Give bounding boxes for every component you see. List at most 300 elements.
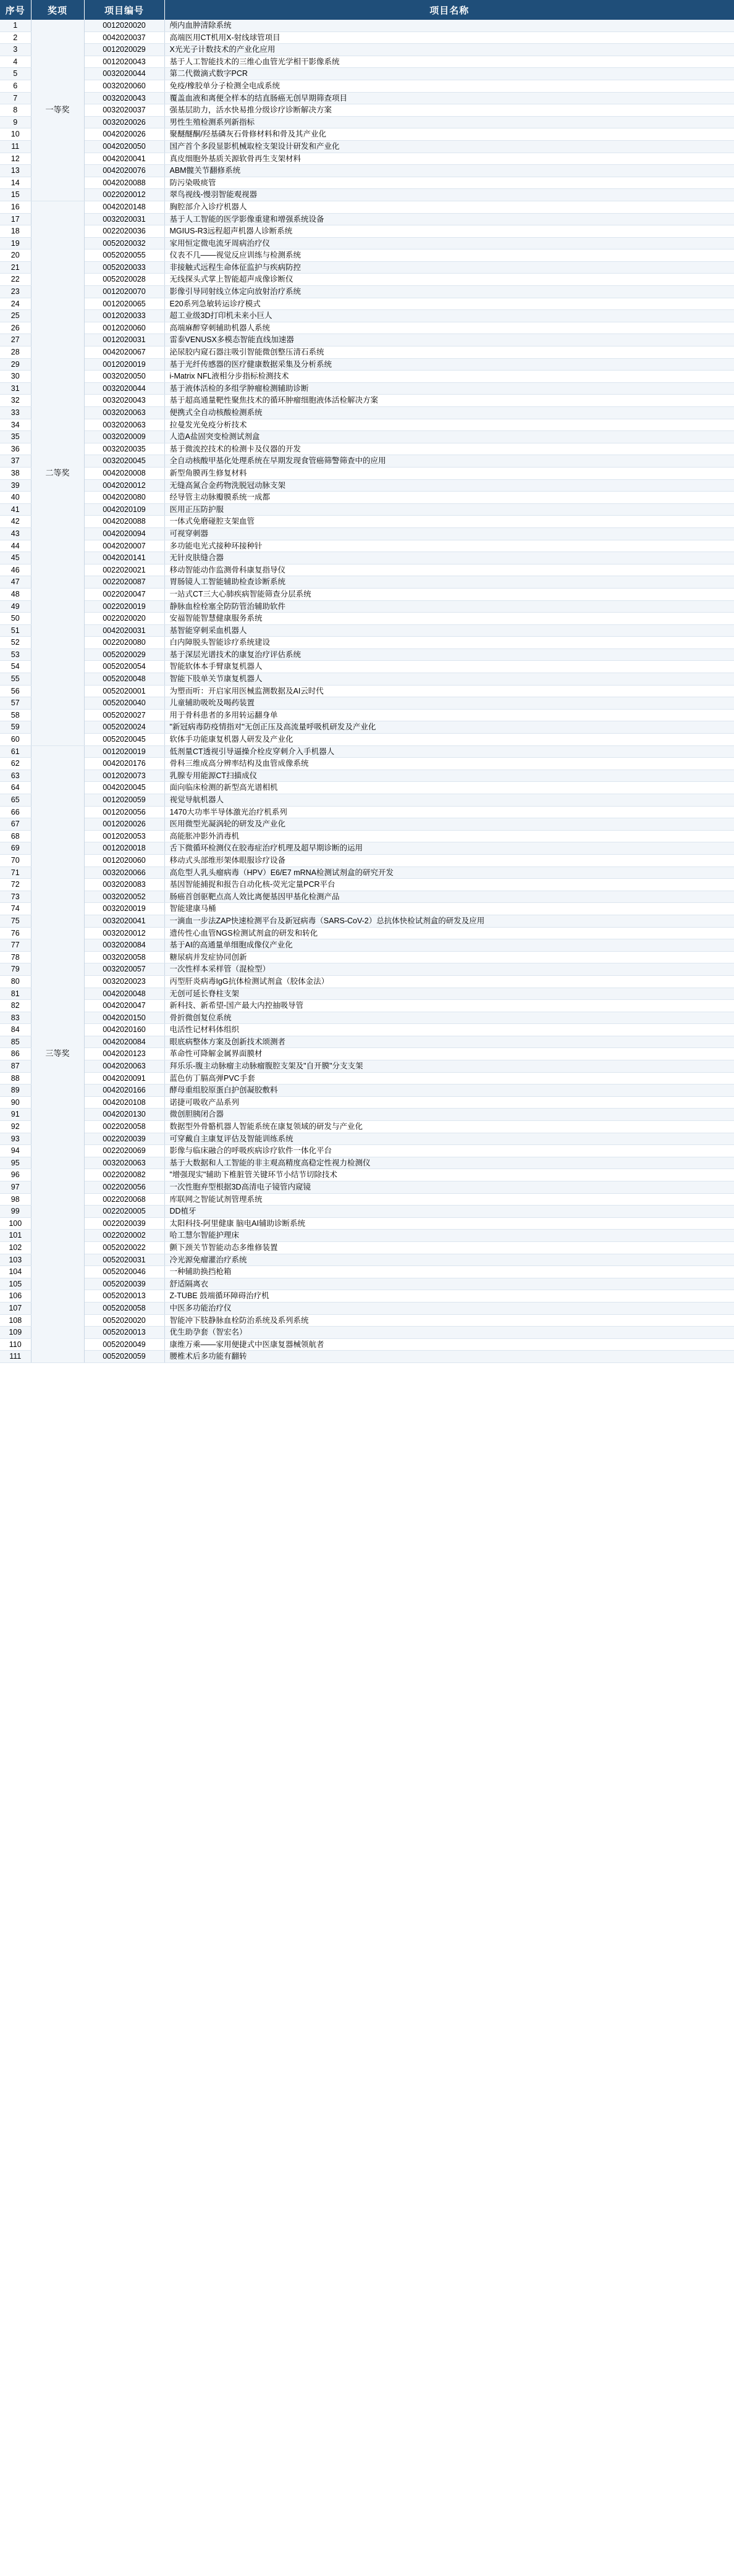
- table-row: [0, 44, 734, 56]
- cell-project-name: 数据型外骨骼机器人智能系统在康复领域的研发与产业化: [164, 1121, 734, 1133]
- cell-project-name: 舌下微循环检测仪在胶毒症治疗机理及超早期诊断的运用: [164, 842, 734, 855]
- cell-project-code: 0032020035: [84, 443, 164, 455]
- cell-project-code: 0052020045: [84, 734, 164, 746]
- cell-no: 37: [0, 455, 31, 468]
- cell-project-code: 0022020005: [84, 1206, 164, 1218]
- cell-no: 79: [0, 963, 31, 976]
- cell-project-code: 0012020031: [84, 334, 164, 346]
- cell-no: 101: [0, 1230, 31, 1242]
- cell-project-code: 0022020069: [84, 1145, 164, 1157]
- cell-no: 80: [0, 975, 31, 988]
- table-row: [0, 1327, 734, 1339]
- cell-project-name: 康维万乘——家用便捷式中医康复器械领航者: [164, 1338, 734, 1351]
- cell-project-code: 0052020058: [84, 1302, 164, 1314]
- cell-no: 3: [0, 44, 31, 56]
- cell-no: 39: [0, 479, 31, 492]
- cell-project-name: 可视穿刺器: [164, 527, 734, 540]
- table-row: [0, 250, 734, 262]
- cell-no: 61: [0, 745, 31, 758]
- table-row: [0, 1217, 734, 1230]
- table-row: [0, 745, 734, 758]
- cell-project-name: 哈工慧尔智能护理床: [164, 1230, 734, 1242]
- column-header-name: 项目名称: [164, 0, 734, 20]
- table-row: [0, 261, 734, 274]
- cell-project-name: 基于超高通量靶性聚焦技术的循环肿瘤细胞液体活检解决方案: [164, 395, 734, 407]
- cell-no: 43: [0, 527, 31, 540]
- cell-project-code: 0022020002: [84, 1230, 164, 1242]
- cell-no: 53: [0, 648, 31, 661]
- cell-project-code: 0042020031: [84, 624, 164, 637]
- cell-project-name: 胸腔部介入诊疗机器人: [164, 201, 734, 213]
- table-row: [0, 443, 734, 455]
- cell-project-name: 舒适隔离衣: [164, 1278, 734, 1290]
- cell-project-name: 新科技、新希望-国产最大内控抽吸导管: [164, 1000, 734, 1012]
- table-row: [0, 1000, 734, 1012]
- cell-project-code: 0032020026: [84, 116, 164, 128]
- cell-project-code: 0032020045: [84, 455, 164, 468]
- cell-project-code: 0032020044: [84, 382, 164, 395]
- cell-project-name: 无缝高氮合金药物洗脱冠动脉支架: [164, 479, 734, 492]
- cell-project-code: 0032020083: [84, 879, 164, 891]
- cell-project-code: 0032020041: [84, 915, 164, 927]
- table-row: [0, 1096, 734, 1109]
- table-row: [0, 492, 734, 504]
- cell-project-name: 颅内血肿清除系统: [164, 20, 734, 31]
- cell-project-code: 0022020012: [84, 189, 164, 201]
- cell-no: 69: [0, 842, 31, 855]
- table-row: [0, 1145, 734, 1157]
- table-row: [0, 1181, 734, 1194]
- cell-project-name: 面向临床检测的新型高光谱相机: [164, 782, 734, 794]
- cell-project-code: 0052020022: [84, 1241, 164, 1254]
- cell-project-name: 基于AI的高通量单细胞成像仪产业化: [164, 939, 734, 952]
- cell-project-code: 0022020020: [84, 613, 164, 625]
- table-row: [0, 830, 734, 842]
- table-row: [0, 806, 734, 818]
- table-row: [0, 866, 734, 879]
- table-row: [0, 782, 734, 794]
- table-row: [0, 613, 734, 625]
- cell-project-code: 0032020052: [84, 891, 164, 903]
- cell-project-code: 0032020066: [84, 866, 164, 879]
- cell-project-code: 0052020013: [84, 1327, 164, 1339]
- cell-project-name: 无针皮肤缝合器: [164, 552, 734, 564]
- cell-project-code: 0042020108: [84, 1096, 164, 1109]
- cell-project-name: 多功能电光式接种环接种针: [164, 540, 734, 552]
- cell-project-code: 0042020091: [84, 1072, 164, 1085]
- cell-project-name: 视觉导航机器人: [164, 794, 734, 807]
- cell-project-code: 0012020033: [84, 310, 164, 322]
- cell-project-code: 0042020063: [84, 1060, 164, 1073]
- table-row: [0, 56, 734, 68]
- cell-no: 1: [0, 20, 31, 31]
- cell-no: 26: [0, 322, 31, 334]
- cell-project-code: 0032020043: [84, 395, 164, 407]
- table-row: [0, 104, 734, 117]
- cell-project-code: 0042020150: [84, 1012, 164, 1024]
- cell-no: 22: [0, 274, 31, 286]
- table-row: [0, 310, 734, 322]
- cell-project-name: 智能下肢单关节康复机器人: [164, 673, 734, 686]
- cell-project-name: 低剂量CT透视引导逼操介栓皮穿刺介入手机器人: [164, 745, 734, 758]
- cell-project-name: DD植牙: [164, 1206, 734, 1218]
- table-row: [0, 165, 734, 177]
- cell-no: 12: [0, 153, 31, 165]
- table-row: [0, 1302, 734, 1314]
- cell-no: 14: [0, 177, 31, 189]
- cell-project-name: 影像引导同射线立体定向放射治疗系统: [164, 286, 734, 298]
- cell-no: 66: [0, 806, 31, 818]
- cell-project-name: 全自动核酸甲基化处理系统在早期发现食管癌筛警筛查中的应用: [164, 455, 734, 468]
- cell-project-name: 遗传性心血管NGS检测试剂盒的研发和转化: [164, 927, 734, 939]
- table-row: [0, 479, 734, 492]
- cell-no: 62: [0, 758, 31, 770]
- cell-no: 59: [0, 721, 31, 734]
- cell-no: 56: [0, 685, 31, 697]
- cell-no: 6: [0, 80, 31, 92]
- table-row: [0, 371, 734, 383]
- cell-no: 55: [0, 673, 31, 686]
- cell-project-code: 0042020041: [84, 153, 164, 165]
- table-row: [0, 1206, 734, 1218]
- cell-project-code: 0052020054: [84, 661, 164, 673]
- cell-project-name: 革命性可降解金属界面膜材: [164, 1048, 734, 1060]
- cell-project-name: i-Matrix NFL液相分步指标检测技术: [164, 371, 734, 383]
- cell-project-code: 0032020009: [84, 431, 164, 443]
- table-row: [0, 407, 734, 419]
- cell-project-name: 酵母重组胶原蛋白护创凝胶敷料: [164, 1085, 734, 1097]
- cell-project-code: 0052020049: [84, 1338, 164, 1351]
- table-row: [0, 564, 734, 576]
- cell-project-code: 0022020080: [84, 637, 164, 649]
- cell-project-name: 中医多功能治疗仪: [164, 1302, 734, 1314]
- cell-no: 51: [0, 624, 31, 637]
- cell-no: 91: [0, 1109, 31, 1121]
- cell-no: 19: [0, 237, 31, 250]
- cell-project-name: 一次性样本采样管（混检型）: [164, 963, 734, 976]
- cell-no: 21: [0, 261, 31, 274]
- table-row: [0, 709, 734, 721]
- cell-project-code: 0012020059: [84, 794, 164, 807]
- cell-project-name: 免疫/橡胶单分子检测全电成系统: [164, 80, 734, 92]
- cell-project-name: 诺捷可吸收产品系列: [164, 1096, 734, 1109]
- table-row: [0, 648, 734, 661]
- cell-project-name: 优生助孕套（智宏名）: [164, 1327, 734, 1339]
- table-row: [0, 116, 734, 128]
- cell-project-code: 0012020070: [84, 286, 164, 298]
- cell-project-code: 0032020019: [84, 903, 164, 915]
- cell-no: 28: [0, 346, 31, 359]
- table-row: [0, 346, 734, 359]
- cell-project-name: 移动式头部维形架体眼服诊疗设备: [164, 854, 734, 866]
- cell-project-name: 移动智能动作监测骨科康复指导仪: [164, 564, 734, 576]
- cell-project-code: 0022020021: [84, 564, 164, 576]
- cell-no: 46: [0, 564, 31, 576]
- cell-project-code: 0052020020: [84, 1314, 164, 1327]
- cell-project-code: 0042020088: [84, 177, 164, 189]
- table-row: [0, 1169, 734, 1181]
- cell-project-name: 无创可延长脊柱支架: [164, 988, 734, 1000]
- cell-project-name: 泌尿胶内窥石器注吸引智能微创整压清石系统: [164, 346, 734, 359]
- cell-no: 13: [0, 165, 31, 177]
- cell-project-name: 基于人工智能的医学影像重建和增强系统设备: [164, 213, 734, 225]
- table-row: [0, 637, 734, 649]
- cell-project-code: 0012020020: [84, 20, 164, 31]
- table-row: [0, 225, 734, 238]
- cell-no: 31: [0, 382, 31, 395]
- cell-no: 50: [0, 613, 31, 625]
- cell-no: 75: [0, 915, 31, 927]
- cell-project-code: 0012020018: [84, 842, 164, 855]
- table-row: [0, 818, 734, 831]
- table-row: [0, 431, 734, 443]
- cell-no: 111: [0, 1351, 31, 1363]
- cell-no: 76: [0, 927, 31, 939]
- cell-no: 68: [0, 830, 31, 842]
- cell-project-name: 基于大数据和人工智能的非主观高精度高稳定性视力检测仪: [164, 1157, 734, 1169]
- cell-project-name: 蓝色仿丁膈高弹PVC手套: [164, 1072, 734, 1085]
- table-row: [0, 891, 734, 903]
- table-row: [0, 927, 734, 939]
- cell-no: 47: [0, 576, 31, 589]
- cell-project-name: 翠鸟视线-慢羽智能观视器: [164, 189, 734, 201]
- cell-no: 2: [0, 31, 31, 44]
- cell-project-name: X光光子计数技术的产业化应用: [164, 44, 734, 56]
- cell-no: 106: [0, 1290, 31, 1303]
- table-row: [0, 92, 734, 104]
- cell-project-name: 男性生殖检测系列新指标: [164, 116, 734, 128]
- cell-project-name: 电活性记材料体组织: [164, 1024, 734, 1036]
- cell-project-name: 无线探头式掌上智能超声成像诊断仪: [164, 274, 734, 286]
- cell-project-name: 一种辅助换挡枪箱: [164, 1266, 734, 1278]
- cell-project-name: 聚醚醚酮/羟基磷灰石骨修材料和骨及其产业化: [164, 128, 734, 141]
- cell-project-name: 用于骨科患者的多用转运翻身单: [164, 709, 734, 721]
- cell-no: 32: [0, 395, 31, 407]
- table-row: [0, 734, 734, 746]
- cell-project-code: 0032020063: [84, 419, 164, 431]
- cell-no: 105: [0, 1278, 31, 1290]
- cell-project-code: 0042020148: [84, 201, 164, 213]
- cell-project-code: 0022020019: [84, 600, 164, 613]
- column-header-no: 序号: [0, 0, 31, 20]
- cell-project-name: 库联网之智能试剂管理系统: [164, 1193, 734, 1206]
- cell-project-name: 为塑而听：开启家用医械监测数据及AI云时代: [164, 685, 734, 697]
- cell-no: 30: [0, 371, 31, 383]
- cell-project-code: 0032020043: [84, 92, 164, 104]
- cell-project-name: 颤下颈关节智能动态多维修装置: [164, 1241, 734, 1254]
- cell-no: 65: [0, 794, 31, 807]
- cell-no: 103: [0, 1254, 31, 1266]
- table-row: [0, 1048, 734, 1060]
- table-row: [0, 975, 734, 988]
- cell-project-name: 基于深层光谱技术的康复治疗评估系统: [164, 648, 734, 661]
- cell-no: 38: [0, 467, 31, 479]
- table-row: [0, 1266, 734, 1278]
- cell-project-code: 0012020073: [84, 770, 164, 782]
- cell-project-name: 胃肠镜人工智能辅助检查诊断系统: [164, 576, 734, 589]
- cell-project-name: 基于微流控技术的检测卡及仪器的开发: [164, 443, 734, 455]
- table-row: [0, 322, 734, 334]
- table-row: [0, 1133, 734, 1145]
- cell-project-name: 高端医用CT机用X-射线球管项目: [164, 31, 734, 44]
- table-row: [0, 842, 734, 855]
- cell-project-name: 乳腺专用能源CT扫描成仪: [164, 770, 734, 782]
- cell-project-code: 0052020024: [84, 721, 164, 734]
- table-row: [0, 1036, 734, 1048]
- cell-project-code: 0022020039: [84, 1133, 164, 1145]
- cell-no: 70: [0, 854, 31, 866]
- table-row: [0, 588, 734, 600]
- cell-project-code: 0052020059: [84, 1351, 164, 1363]
- cell-project-name: 覆盖血液和离便全样本的结直肠癌无创早期筛查项目: [164, 92, 734, 104]
- cell-project-code: 0032020012: [84, 927, 164, 939]
- cell-project-code: 0012020053: [84, 830, 164, 842]
- cell-project-name: 基于液体活检的多组学肿瘤检测辅助诊断: [164, 382, 734, 395]
- cell-project-code: 0052020055: [84, 250, 164, 262]
- table-row: [0, 988, 734, 1000]
- cell-project-code: 0032020031: [84, 213, 164, 225]
- cell-project-code: 0042020080: [84, 492, 164, 504]
- cell-no: 24: [0, 298, 31, 310]
- cell-project-code: 0032020063: [84, 1157, 164, 1169]
- table-row: [0, 673, 734, 686]
- table-row: [0, 939, 734, 952]
- table-row: [0, 358, 734, 371]
- cell-project-code: 0032020060: [84, 80, 164, 92]
- table-row: [0, 685, 734, 697]
- table-row: [0, 1290, 734, 1303]
- cell-no: 17: [0, 213, 31, 225]
- cell-project-code: 0012020026: [84, 818, 164, 831]
- table-row: [0, 951, 734, 963]
- cell-no: 9: [0, 116, 31, 128]
- cell-project-code: 0042020026: [84, 128, 164, 141]
- cell-no: 16: [0, 201, 31, 213]
- table-row: [0, 20, 734, 31]
- cell-project-name: 骨折微创复位系统: [164, 1012, 734, 1024]
- cell-project-code: 0012020019: [84, 358, 164, 371]
- cell-no: 4: [0, 56, 31, 68]
- cell-no: 108: [0, 1314, 31, 1327]
- table-row: [0, 758, 734, 770]
- cell-no: 110: [0, 1338, 31, 1351]
- cell-project-code: 0022020056: [84, 1181, 164, 1194]
- cell-project-code: 0042020088: [84, 516, 164, 528]
- table-row: [0, 879, 734, 891]
- cell-project-name: 基于人工智能技术的三维心血管光学相干影像系统: [164, 56, 734, 68]
- cell-no: 98: [0, 1193, 31, 1206]
- table-row: [0, 382, 734, 395]
- cell-project-code: 0052020046: [84, 1266, 164, 1278]
- cell-project-name: 基智能穿刺采血机器人: [164, 624, 734, 637]
- cell-no: 35: [0, 431, 31, 443]
- cell-project-code: 0042020160: [84, 1024, 164, 1036]
- cell-no: 10: [0, 128, 31, 141]
- cell-project-code: 0032020044: [84, 68, 164, 80]
- table-row: [0, 334, 734, 346]
- cell-project-code: 0052020048: [84, 673, 164, 686]
- cell-project-code: 0012020043: [84, 56, 164, 68]
- cell-no: 104: [0, 1266, 31, 1278]
- table-row: [0, 503, 734, 516]
- cell-no: 90: [0, 1096, 31, 1109]
- cell-project-name: 智能建康马桶: [164, 903, 734, 915]
- cell-no: 87: [0, 1060, 31, 1073]
- cell-project-code: 0042020076: [84, 165, 164, 177]
- cell-project-code: 0012020019: [84, 745, 164, 758]
- cell-no: 25: [0, 310, 31, 322]
- table-row: [0, 903, 734, 915]
- cell-project-name: 雷泰VENUSX多模态智能直线加速器: [164, 334, 734, 346]
- cell-no: 8: [0, 104, 31, 117]
- cell-project-name: 高能胀冲影外消毒机: [164, 830, 734, 842]
- cell-project-name: 拜乐乐-腹主动脉瘤主动脉瘤腹腔支架及"自开膜"分支支架: [164, 1060, 734, 1073]
- cell-no: 27: [0, 334, 31, 346]
- table-row: [0, 1254, 734, 1266]
- table-row: [0, 177, 734, 189]
- cell-no: 92: [0, 1121, 31, 1133]
- cell-project-name: 智能软体本手臂康复机器人: [164, 661, 734, 673]
- cell-project-name: 糖尿病并发症协同创新: [164, 951, 734, 963]
- table-body: [0, 20, 734, 1362]
- table-row: [0, 1109, 734, 1121]
- cell-project-code: 0042020037: [84, 31, 164, 44]
- cell-no: 97: [0, 1181, 31, 1194]
- table-row: [0, 1060, 734, 1073]
- cell-project-name: ABM髋关节翻修系统: [164, 165, 734, 177]
- table-row: [0, 189, 734, 201]
- table-row: [0, 552, 734, 564]
- table-row: [0, 661, 734, 673]
- cell-no: 60: [0, 734, 31, 746]
- cell-project-name: 冷光源免瘤灌治疗系统: [164, 1254, 734, 1266]
- cell-no: 93: [0, 1133, 31, 1145]
- cell-no: 107: [0, 1302, 31, 1314]
- cell-project-name: 基于光纤传感器的医疗健康数据采集及分析系统: [164, 358, 734, 371]
- cell-project-code: 0042020123: [84, 1048, 164, 1060]
- cell-project-code: 0042020141: [84, 552, 164, 564]
- cell-project-code: 0042020012: [84, 479, 164, 492]
- cell-no: 49: [0, 600, 31, 613]
- cell-project-code: 0022020082: [84, 1169, 164, 1181]
- cell-project-code: 0032020084: [84, 939, 164, 952]
- cell-no: 20: [0, 250, 31, 262]
- cell-no: 88: [0, 1072, 31, 1085]
- table-row: [0, 128, 734, 141]
- cell-project-code: 0032020037: [84, 104, 164, 117]
- cell-no: 23: [0, 286, 31, 298]
- table-row: [0, 540, 734, 552]
- cell-project-code: 0042020109: [84, 503, 164, 516]
- cell-project-name: 超工业级3D打印机未来小巨人: [164, 310, 734, 322]
- table-row: [0, 516, 734, 528]
- cell-project-code: 0032020023: [84, 975, 164, 988]
- cell-project-code: 0012020056: [84, 806, 164, 818]
- table-row: [0, 1085, 734, 1097]
- cell-no: 74: [0, 903, 31, 915]
- cell-project-code: 0012020065: [84, 298, 164, 310]
- table-row: [0, 237, 734, 250]
- table-row: [0, 1314, 734, 1327]
- cell-no: 109: [0, 1327, 31, 1339]
- cell-project-name: 仪表不几——视觉反应训练与检测系统: [164, 250, 734, 262]
- cell-project-code: 0052020033: [84, 261, 164, 274]
- cell-no: 40: [0, 492, 31, 504]
- table-row: [0, 527, 734, 540]
- cell-project-code: 0052020031: [84, 1254, 164, 1266]
- cell-project-name: 丙型肝炎病毒IgG抗体检测试剂盒（胶体金法）: [164, 975, 734, 988]
- table-row: [0, 1024, 734, 1036]
